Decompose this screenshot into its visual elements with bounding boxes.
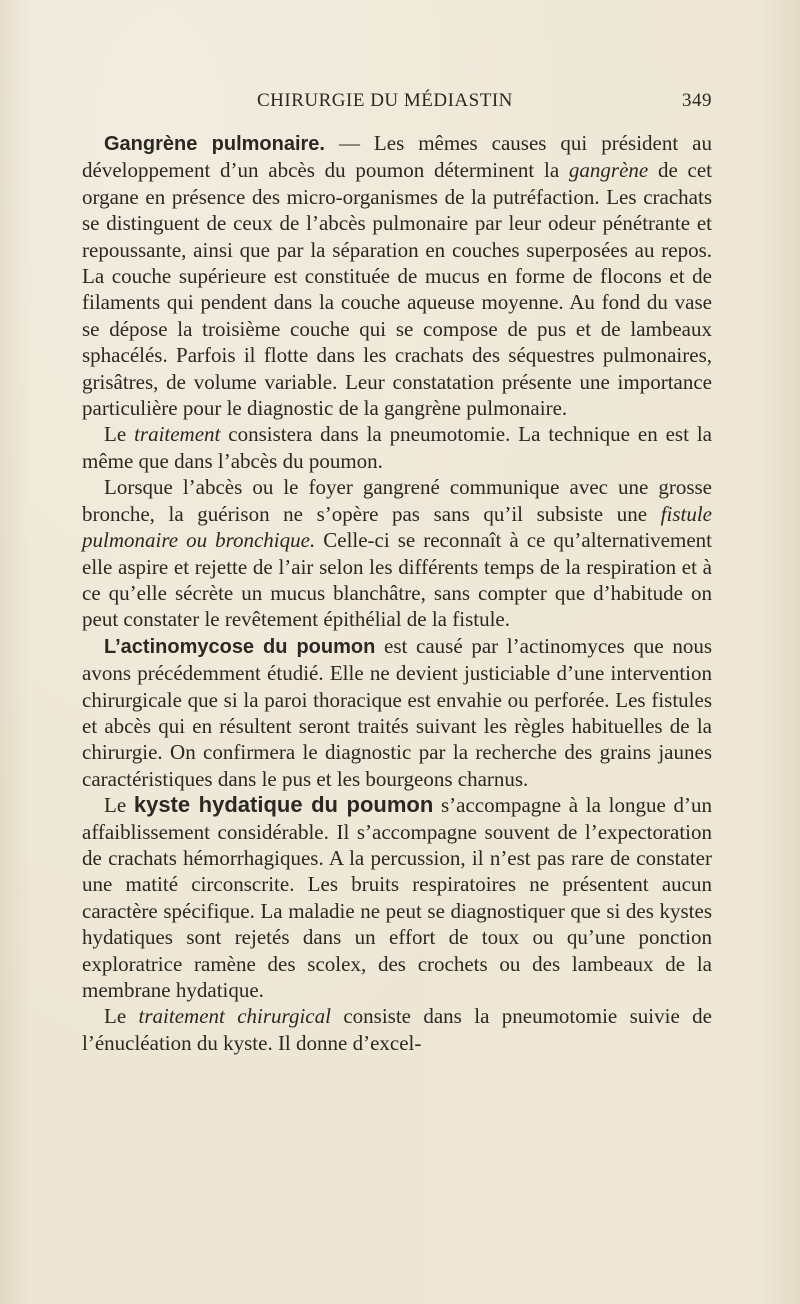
text-run: Celle-ci se reconnaît à ce qu’alternativement elle aspire et rejette de l’air selon les différents temps de la respiration et à ce qu’elle sécrète un mucus blanchâtre, sans compter que d’habitude on peut constater le revêtement épithélial de la fistule. <box>82 528 712 632</box>
text-run: consiste dans la pneumotomie suivie de l’énucléation du kyste. Il donne d’excel- <box>82 1004 712 1055</box>
emphasis: gangrène <box>568 158 649 183</box>
paragraph-treatment <box>82 421 712 474</box>
body-text <box>82 130 712 1056</box>
paragraph-gangrene <box>82 130 712 421</box>
paragraph-hydatid-cyst <box>82 792 712 1003</box>
running-header <box>82 90 712 120</box>
emphasis: fistule pulmonaire ou bronchique. <box>82 501 712 553</box>
section-heading: Gangrène pulmonaire. <box>104 133 325 155</box>
page-number: 349 <box>682 90 712 111</box>
section-heading: kyste hydatique du poumon <box>133 792 434 818</box>
text-run: — Les mêmes causes qui président au développement d’un abcès du poumon déterminent la <box>82 131 712 183</box>
text-run: Lorsque l’abcès ou le foyer gangrené communique avec une grosse bronche, la guérison ne s’opère pas sans qu’il subsiste une <box>82 475 712 526</box>
text-run: Le <box>104 1004 139 1029</box>
section-heading: L’actinomycose du poumon <box>104 635 376 658</box>
text-run: Le <box>104 793 134 818</box>
text-run: est causé par l’actinomyces que nous avons précédemment étudié. Elle ne devient justiciable d’une intervention chirurgicale que si la paroi thoracique est envahie ou perforée. Les fistules et abcès qui en résultent seront traités suivant les règles habituelles de la chirurgie. On confirmera le diagnostic par la recherche des grains jaunes caractéristiques dans le pus et les bourgeons charnus. <box>82 633 712 791</box>
text-run: consistera dans la pneumotomie. La technique en est la même que dans l’abcès du poumon. <box>82 422 712 473</box>
text-run: de cet organe en présence des micro-organismes de la putréfaction. Les crachats se distinguent de ceux de l’abcès pulmonaire par leur odeur pénétrante et repoussante, ainsi que par la séparation en couches superposées au repos. La couche supérieure est constituée de mucus en forme de flocons et de filaments qui pendent dans la couche aqueuse moyenne. Au fond du vase se dépose la troisième couche qui se compose de pus et de lambeaux sphacélés. Parfois il flotte dans les crachats des séquestres pulmonaires, grisâtres, de volume variable. Leur constatation présente une importance particulière pour le diagnostic de la gangrène pulmonaire. <box>82 158 712 421</box>
paragraph-actinomycosis <box>82 633 712 792</box>
emphasis: traitement chirurgical <box>138 1004 331 1029</box>
emphasis: traitement <box>134 422 221 447</box>
running-title: CHIRURGIE DU MÉDIASTIN <box>257 90 513 111</box>
text-run: Le <box>104 422 135 447</box>
paragraph-surgical-treatment <box>82 1003 712 1056</box>
paragraph-fistula <box>82 474 712 632</box>
text-run: s’accompagne à la longue d’un affaiblissement considérable. Il s’accompagne souvent de l’expectoration de crachats hémorrhagiques. A la percussion, il n’est pas rare de constater une matité circonscrite. Les bruits respiratoires ne présentent aucun caractère spécifique. La maladie ne peut se diagnostiquer que si des kystes hydatiques sont rejetés dans un effort de toux ou qu’une ponction exploratrice ramène des scolex, des crochets ou des lambeaux de la membrane hydatique. <box>82 793 712 1002</box>
